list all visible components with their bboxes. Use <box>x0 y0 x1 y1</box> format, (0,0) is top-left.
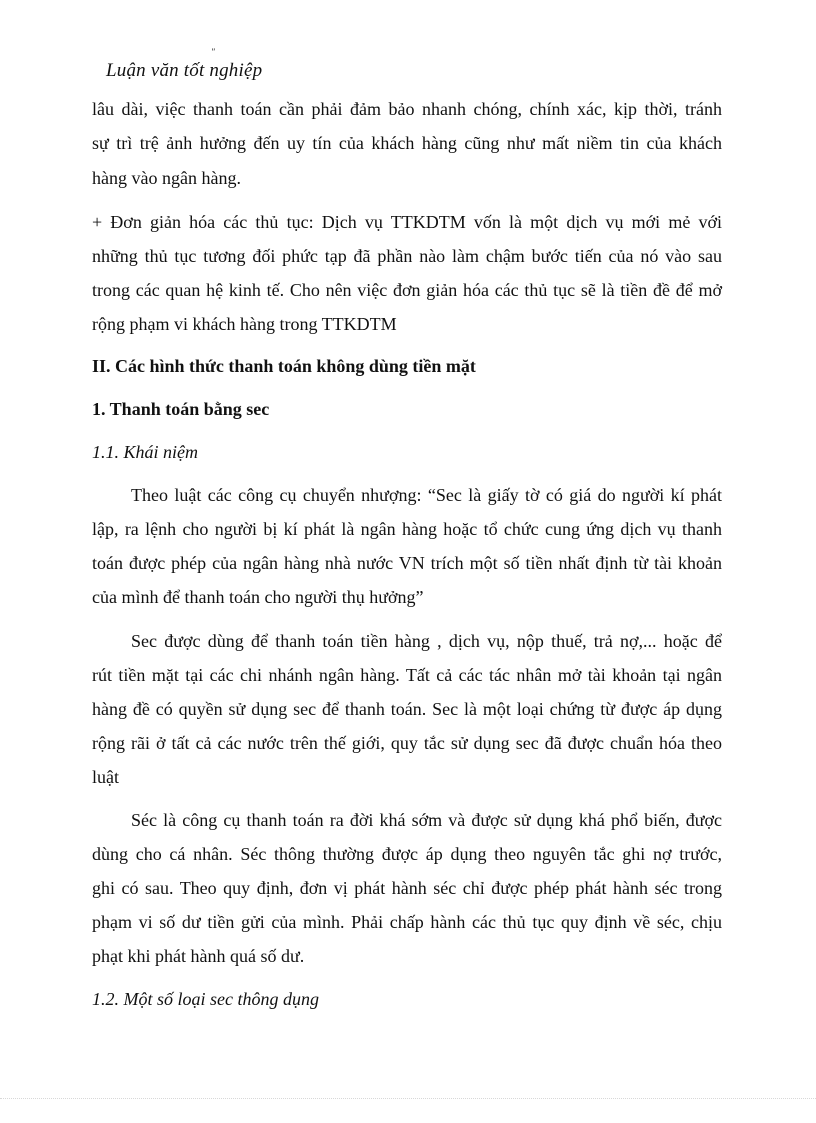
body-line: Theo luật các công cụ chuyển nhượng: “Sec là giấy tờ có giá do người kí phát <box>131 485 722 505</box>
subsubsection-heading: 1.2. Một số loại sec thông dụng <box>92 989 319 1009</box>
body-line: lâu dài, việc thanh toán cần phải đảm bảo nhanh chóng, chính xác, kịp thời, tránh <box>92 99 722 119</box>
body-line: luật <box>92 767 119 787</box>
body-line: của mình để thanh toán cho người thụ hưởng” <box>92 587 424 607</box>
body-line: phạt khi phát hành quá số dư. <box>92 946 305 966</box>
body-line: Sec được dùng để thanh toán tiền hàng , dịch vụ, nộp thuế, trả nợ,... hoặc để <box>131 631 722 651</box>
body-line: phạm vi số dư tiền gửi của mình. Phải chấp hành các thủ tục quy định về séc, chịu <box>92 912 722 932</box>
subsection-heading: 1. Thanh toán bằng sec <box>92 399 270 419</box>
body-line: + Đơn giản hóa các thủ tục: Dịch vụ TTKDTM vốn là một dịch vụ mới mẻ với <box>92 212 722 232</box>
body-line: rút tiền mặt tại các chi nhánh ngân hàng. Tất cả các tác nhân mở tài khoản tại ngân <box>92 665 722 685</box>
section-heading: II. Các hình thức thanh toán không dùng tiền mặt <box>92 356 476 376</box>
body-line: hàng đề có quyền sử dụng sec để thanh toán. Sec là một loại chứng từ được áp dụng <box>92 699 722 719</box>
subsubsection-heading: 1.1. Khái niệm <box>92 442 198 462</box>
body-line: dùng cho cá nhân. Séc thông thường được áp dụng theo nguyên tắc ghi nợ trước, <box>92 844 722 864</box>
body-line: trong các quan hệ kinh tế. Cho nên việc đơn giản hóa các thủ tục sẽ là tiền đề để mở <box>92 280 722 300</box>
header-mark: " <box>211 47 215 57</box>
body-line: toán được phép của ngân hàng nhà nước VN trích một số tiền nhất định từ tài khoản <box>92 553 722 573</box>
body-line: Séc là công cụ thanh toán ra đời khá sớm và được sử dụng khá phổ biến, được <box>131 810 722 830</box>
page-header-title: Luận văn tốt nghiệp <box>106 60 263 81</box>
body-line: ghi có sau. Theo quy định, đơn vị phát hành séc chỉ được phép phát hành séc trong <box>92 878 722 898</box>
body-line: hàng vào ngân hàng. <box>92 168 241 188</box>
body-line: những thủ tục tương đối phức tạp đã phần nào làm chậm bước tiến của nó vào sau <box>92 246 722 266</box>
body-line: sự trì trệ ảnh hưởng đến uy tín của khách hàng cũng như mất niềm tin của khách <box>92 133 722 153</box>
footer-divider <box>0 1098 816 1099</box>
body-line: lập, ra lệnh cho người bị kí phát là ngân hàng hoặc tổ chức cung ứng dịch vụ thanh <box>92 519 722 539</box>
body-line: rộng rãi ở tất cả các nước trên thế giới, quy tắc sử dụng sec đã được chuẩn hóa theo <box>92 733 722 753</box>
body-line: rộng phạm vi khách hàng trong TTKDTM <box>92 314 397 334</box>
